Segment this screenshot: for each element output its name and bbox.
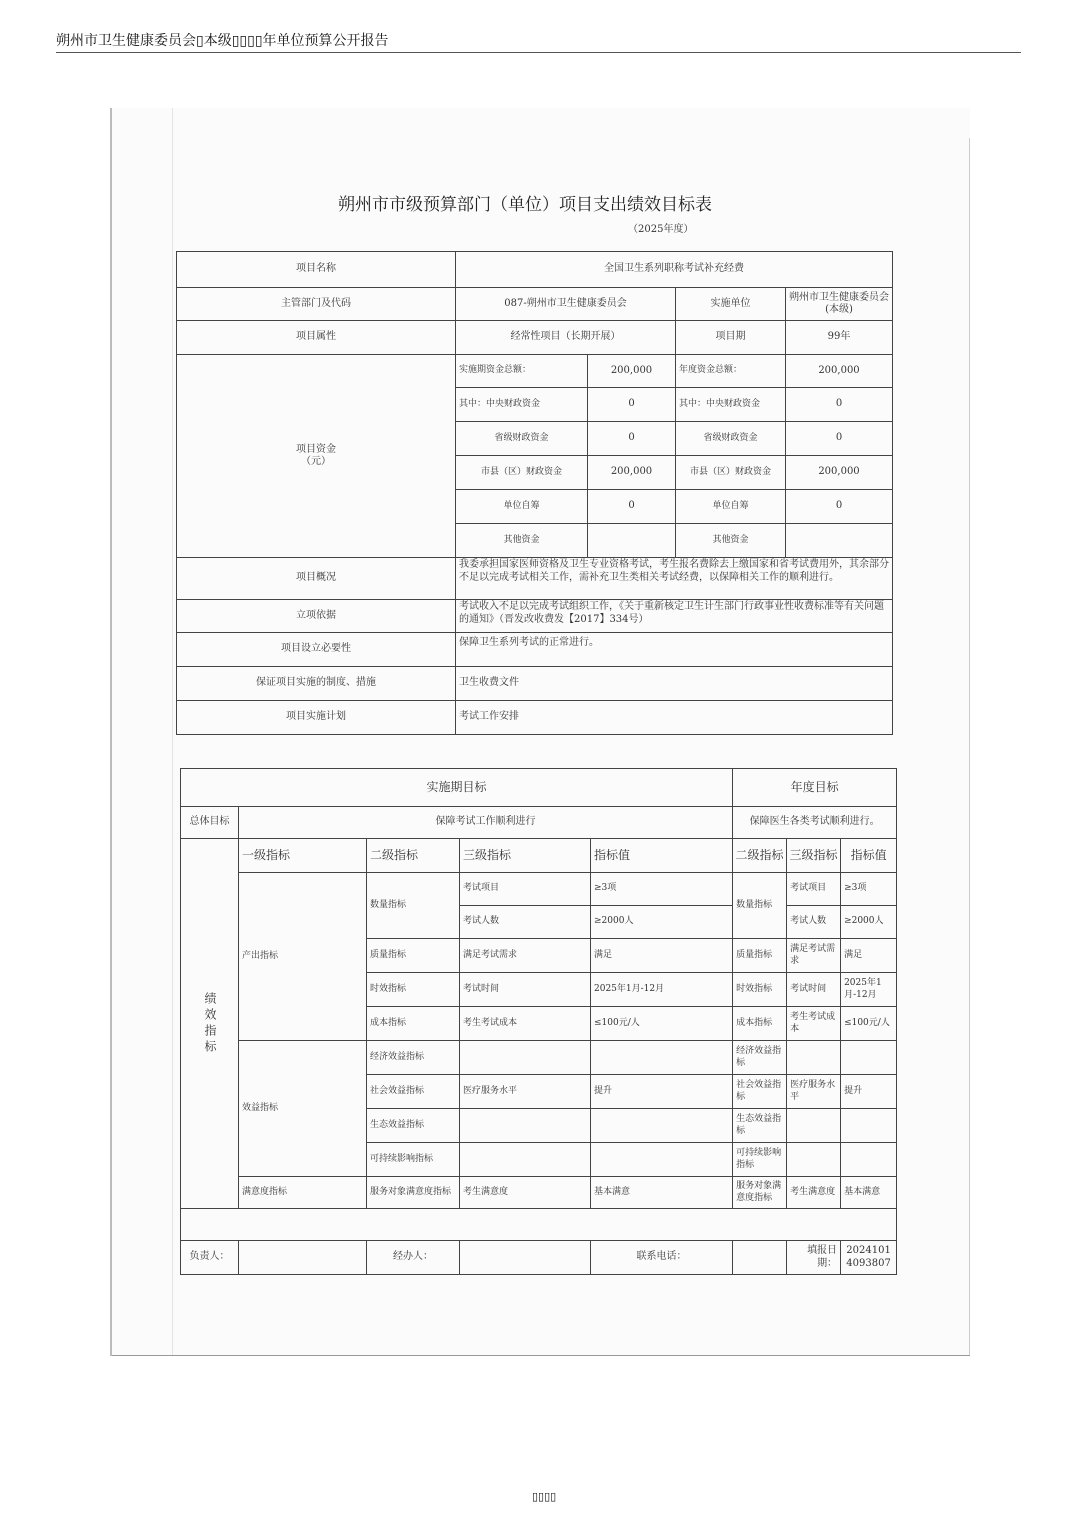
plan-text: 考试工作安排 [456,701,893,735]
l3-indicator-annual: 考生考试成本 [787,1007,841,1041]
basis-label: 立项依据 [177,600,456,633]
fund-value: 0 [588,422,676,456]
scan-fold-line [172,108,173,1356]
indicator-value: 提升 [591,1075,733,1109]
economic-benefit-indicator: 经济效益指标 [367,1041,460,1075]
project-info-table [176,251,893,735]
quality-indicator-annual: 质量指标 [733,939,787,973]
handler-label: 经办人： [367,1241,460,1275]
fund-value [786,524,893,558]
l3-indicator: 满足考试需求 [460,939,591,973]
indicator-value: 2025年1月-12月 [591,973,733,1007]
funds-label-cell [177,355,456,558]
l3-indicator-annual: 考生满意度 [787,1177,841,1209]
impl-unit-label: 实施单位 [676,288,786,321]
fund-label: 单位自筹 [456,490,588,524]
responsible-person-label: 负责人： [181,1241,239,1275]
empty-cell [841,1109,897,1143]
fund-label: 单位自筹 [676,490,786,524]
quantity-indicator-annual: 数量指标 [733,873,787,939]
fund-label: 市县（区）财政资金 [456,456,588,490]
l3-indicator: 考生考试成本 [460,1007,591,1041]
indicator-value: ≥2000人 [591,906,733,939]
dept-label: 主管部门及代码 [177,288,456,321]
performance-target-table [180,768,897,1275]
empty-cell [841,1041,897,1075]
annual-target-header: 年度目标 [733,769,897,807]
sustainable-impact-indicator: 可持续影响指标 [367,1143,460,1177]
output-indicator: 产出指标 [239,873,367,1041]
col-header-l3-annual: 三级指标 [787,839,841,873]
col-header-value-annual: 指标值 [841,839,897,873]
fund-label: 其他资金 [676,524,786,558]
quantity-indicator: 数量指标 [367,873,460,939]
social-benefit-indicator-annual: 社会效益指标 [733,1075,787,1109]
blank-row [181,1209,897,1241]
empty-cell [460,1143,591,1177]
overall-target-label: 总体目标 [181,807,239,839]
l3-indicator: 考试时间 [460,973,591,1007]
fill-date-value: 20241014093807 [841,1241,897,1275]
fund-value: 0 [786,490,893,524]
fund-value: 0 [588,490,676,524]
necessity-text: 保障卫生系列考试的正常进行。 [456,633,893,667]
ecological-benefit-indicator-annual: 生态效益指标 [733,1109,787,1143]
empty-cell [841,1143,897,1177]
perf-indicator-label: 绩效指标 [181,839,239,1209]
satisfaction-indicator: 满意度指标 [239,1177,367,1209]
phone-label: 联系电话： [591,1241,733,1275]
l3-indicator: 考试人数 [460,906,591,939]
fund-label: 其中：中央财政资金 [456,388,588,422]
fund-value: 200,000 [588,456,676,490]
empty-cell [591,1143,733,1177]
cost-indicator-annual: 成本指标 [733,1007,787,1041]
sustainable-impact-indicator-annual: 可持续影响指标 [733,1143,787,1177]
indicator-value-annual: 基本满意 [841,1177,897,1209]
indicator-value-annual: ≥3项 [841,873,897,906]
col-header-l2-annual: 二级指标 [733,839,787,873]
handler-value [460,1241,591,1275]
empty-cell [460,1041,591,1075]
fund-value: 0 [588,388,676,422]
document-year: （2025年度） [628,224,694,235]
page-number: ▯▯▯▯ [532,1490,557,1503]
fund-label: 其中：中央财政资金 [676,388,786,422]
fund-value: 200,000 [786,355,893,388]
impl-target-header: 实施期目标 [181,769,733,807]
system-label: 保证项目实施的制度、措施 [177,667,456,701]
empty-cell [787,1143,841,1177]
project-name: 全国卫生系列职称考试补充经费 [456,252,893,288]
cost-indicator: 成本指标 [367,1007,460,1041]
indicator-value-annual: 2025年1月-12月 [841,973,897,1007]
overall-target-annual: 保障医生各类考试顺利进行。 [733,807,897,839]
col-header-l3: 三级指标 [460,839,591,873]
col-header-l1: 一级指标 [239,839,367,873]
fund-label: 省级财政资金 [456,422,588,456]
col-header-l2: 二级指标 [367,839,460,873]
empty-cell [591,1041,733,1075]
fill-date-label: 填报日期： [787,1241,841,1275]
service-satisfaction-indicator: 服务对象满意度指标 [367,1177,460,1209]
l3-indicator-annual: 考试项目 [787,873,841,906]
social-benefit-indicator: 社会效益指标 [367,1075,460,1109]
document-title: 朔州市市级预算部门（单位）项目支出绩效目标表 [338,195,712,215]
dept-value: 087-朔州市卫生健康委员会 [456,288,676,321]
fund-value: 0 [786,422,893,456]
scan-edge [112,1355,970,1356]
phone-value [733,1241,787,1275]
l3-indicator-annual: 考试时间 [787,973,841,1007]
time-indicator-annual: 时效指标 [733,973,787,1007]
project-name-label: 项目名称 [177,252,456,288]
economic-benefit-indicator-annual: 经济效益指标 [733,1041,787,1075]
fund-label: 年度资金总额： [676,355,786,388]
empty-cell [460,1109,591,1143]
indicator-value-annual: ≥2000人 [841,906,897,939]
empty-cell [787,1041,841,1075]
l3-indicator: 考试项目 [460,873,591,906]
indicator-value-annual: ≤100元/人 [841,1007,897,1041]
l3-indicator-annual: 医疗服务水平 [787,1075,841,1109]
fund-value: 0 [786,388,893,422]
attr-value: 经常性项目（长期开展） [456,321,676,355]
quality-indicator: 质量指标 [367,939,460,973]
benefit-indicator: 效益指标 [239,1041,367,1177]
overview-label: 项目概况 [177,558,456,600]
overall-target-impl: 保障考试工作顺利进行 [239,807,733,839]
necessity-label: 项目设立必要性 [177,633,456,667]
fund-value: 200,000 [786,456,893,490]
funds-label: 项目资金 [296,443,336,455]
indicator-value: ≥3项 [591,873,733,906]
fund-value [588,524,676,558]
period-label: 项目期 [676,321,786,355]
system-text: 卫生收费文件 [456,667,893,701]
indicator-value: 基本满意 [591,1177,733,1209]
funds-unit: （元） [301,456,331,467]
impl-unit-value: 朔州市卫生健康委员会(本级) [786,288,893,321]
attr-label: 项目属性 [177,321,456,355]
scan-edge [969,138,970,1356]
l3-indicator-annual: 考试人数 [787,906,841,939]
service-satisfaction-indicator-annual: 服务对象满意度指标 [733,1177,787,1209]
fund-label: 市县（区）财政资金 [676,456,786,490]
basis-text: 考试收入不足以完成考试组织工作，《关于重新核定卫生计生部门行政事业性收费标准等有关问题的通知》（晋发改收费发【2017】334号） [456,600,893,633]
fund-label: 省级财政资金 [676,422,786,456]
page-header-title: 朔州市卫生健康委员会▯本级▯▯▯▯年单位预算公开报告 [56,33,389,49]
indicator-value-annual: 提升 [841,1075,897,1109]
time-indicator: 时效指标 [367,973,460,1007]
l3-indicator-annual: 满足考试需求 [787,939,841,973]
col-header-value: 指标值 [591,839,733,873]
header-divider [56,52,1021,53]
l3-indicator: 医疗服务水平 [460,1075,591,1109]
indicator-value: ≤100元/人 [591,1007,733,1041]
responsible-person-value [239,1241,367,1275]
plan-label: 项目实施计划 [177,701,456,735]
l3-indicator: 考生满意度 [460,1177,591,1209]
overview-text: 我委承担国家医师资格及卫生专业资格考试，考生报名费除去上缴国家和省考试费用外，其余部分不足以完成考试相关工作，需补充卫生类相关考试经费，以保障相关工作的顺利进行。 [456,558,893,600]
empty-cell [591,1109,733,1143]
empty-cell [787,1109,841,1143]
fund-label: 其他资金 [456,524,588,558]
indicator-value: 满足 [591,939,733,973]
fund-value: 200,000 [588,355,676,388]
fund-label: 实施期资金总额： [456,355,588,388]
ecological-benefit-indicator: 生态效益指标 [367,1109,460,1143]
period-value: 99年 [786,321,893,355]
indicator-value-annual: 满足 [841,939,897,973]
